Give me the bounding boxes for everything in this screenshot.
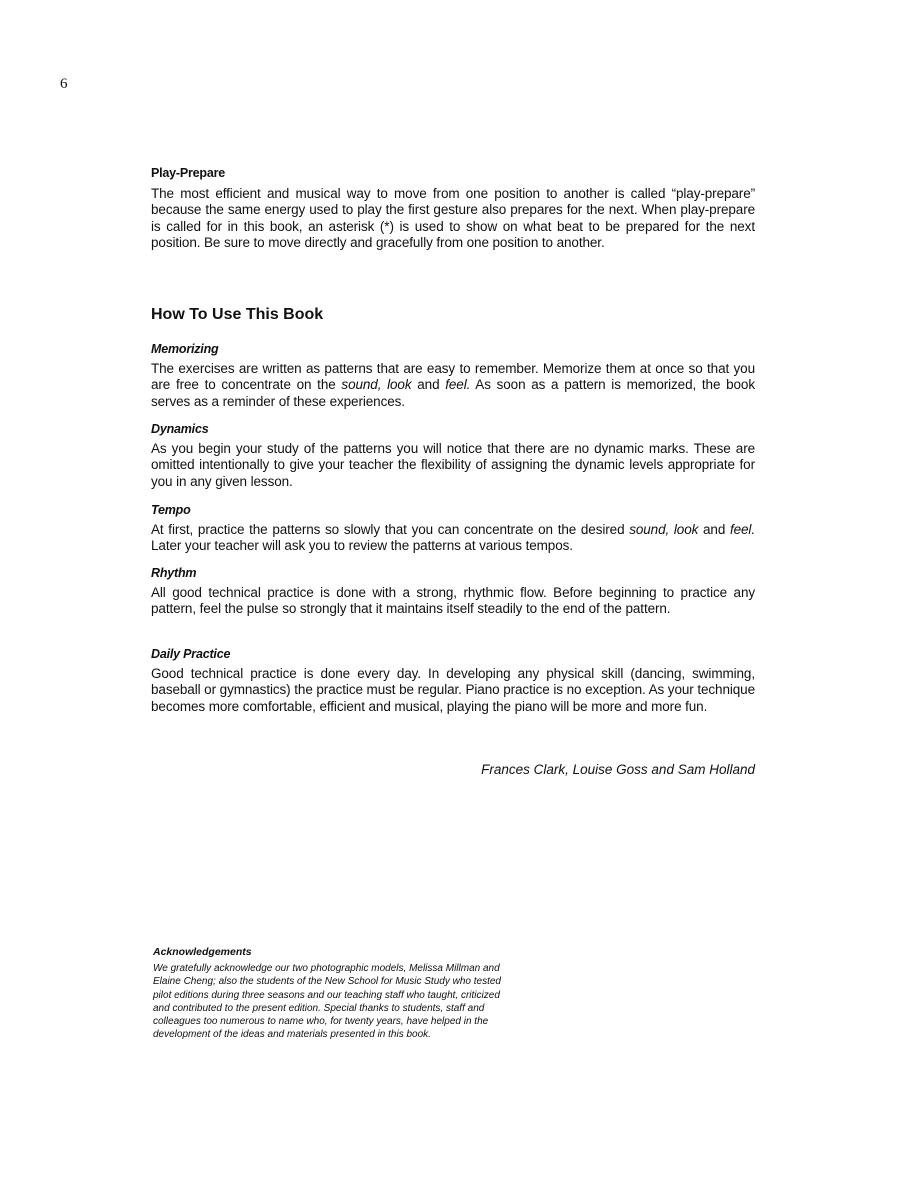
rhythm-section — [151, 566, 755, 618]
play-prepare-heading: Play-Prepare — [151, 166, 226, 180]
memorizing-section — [151, 342, 755, 410]
memorizing-text: The exercises are written as patterns that are easy to remember. Memorize them at once so that you are free to concentrate on the sound, look and feel. As soon as a pattern is memorized, the book serves as a reminder of these experiences. — [151, 361, 755, 409]
daily-practice-heading: Daily Practice — [151, 647, 231, 661]
page-number: 6 — [60, 76, 68, 92]
acknowledgements-text: We gratefully acknowledge our two photographic models, Melissa Millman and Elaine Cheng; also the students of the New School for Music Study who tested pilot editions during three seasons and our teaching staff who taught, criticized and contributed to the present edition. Special thanks to students, staff and colleagues too numerous to name who, for twenty years, have helped in the development of the ideas and materials presented in this book. — [153, 963, 501, 1041]
how-to-use-title: How To Use This Book — [151, 306, 324, 323]
tempo-heading: Tempo — [151, 503, 191, 517]
play-prepare-section — [151, 166, 755, 252]
rhythm-text: All good technical practice is done with a strong, rhythmic flow. Before beginning to practice any pattern, feel the pulse so strongly that it maintains itself steadily to the end of the pattern. — [151, 585, 755, 617]
authors-signature: Frances Clark, Louise Goss and Sam Holland — [481, 762, 755, 777]
dynamics-section — [151, 422, 755, 490]
acknowledgements-heading: Acknowledgements — [153, 946, 252, 958]
play-prepare-text: The most efficient and musical way to move from one position to another is called “play-prepare” because the same energy used to play the first gesture also prepares for the next. When play-prepare is called for in this book, an asterisk (*) is used to show on what beat to be prepared for the next position. Be sure to move directly and gracefully from one position to another. — [151, 186, 755, 251]
daily-practice-section — [151, 647, 755, 715]
rhythm-heading: Rhythm — [151, 566, 197, 580]
acknowledgements-section — [153, 946, 503, 1042]
dynamics-text: As you begin your study of the patterns you will notice that there are no dynamic marks. These are omitted intentionally to give your teacher the flexibility of assigning the dynamic levels appropriate for you in any given lesson. — [151, 441, 755, 489]
memorizing-heading: Memorizing — [151, 342, 219, 356]
daily-practice-text: Good technical practice is done every day. In developing any physical skill (dancing, swimming, baseball or gymnastics) the practice must be regular. Piano practice is no exception. As your technique becomes more comfortable, efficient and musical, playing the piano will be more and more fun. — [151, 666, 755, 714]
dynamics-heading: Dynamics — [151, 422, 209, 436]
tempo-text: At first, practice the patterns so slowly that you can concentrate on the desired sound, look and feel. Later your teacher will ask you to review the patterns at various tempos. — [151, 522, 755, 554]
tempo-section — [151, 503, 755, 555]
